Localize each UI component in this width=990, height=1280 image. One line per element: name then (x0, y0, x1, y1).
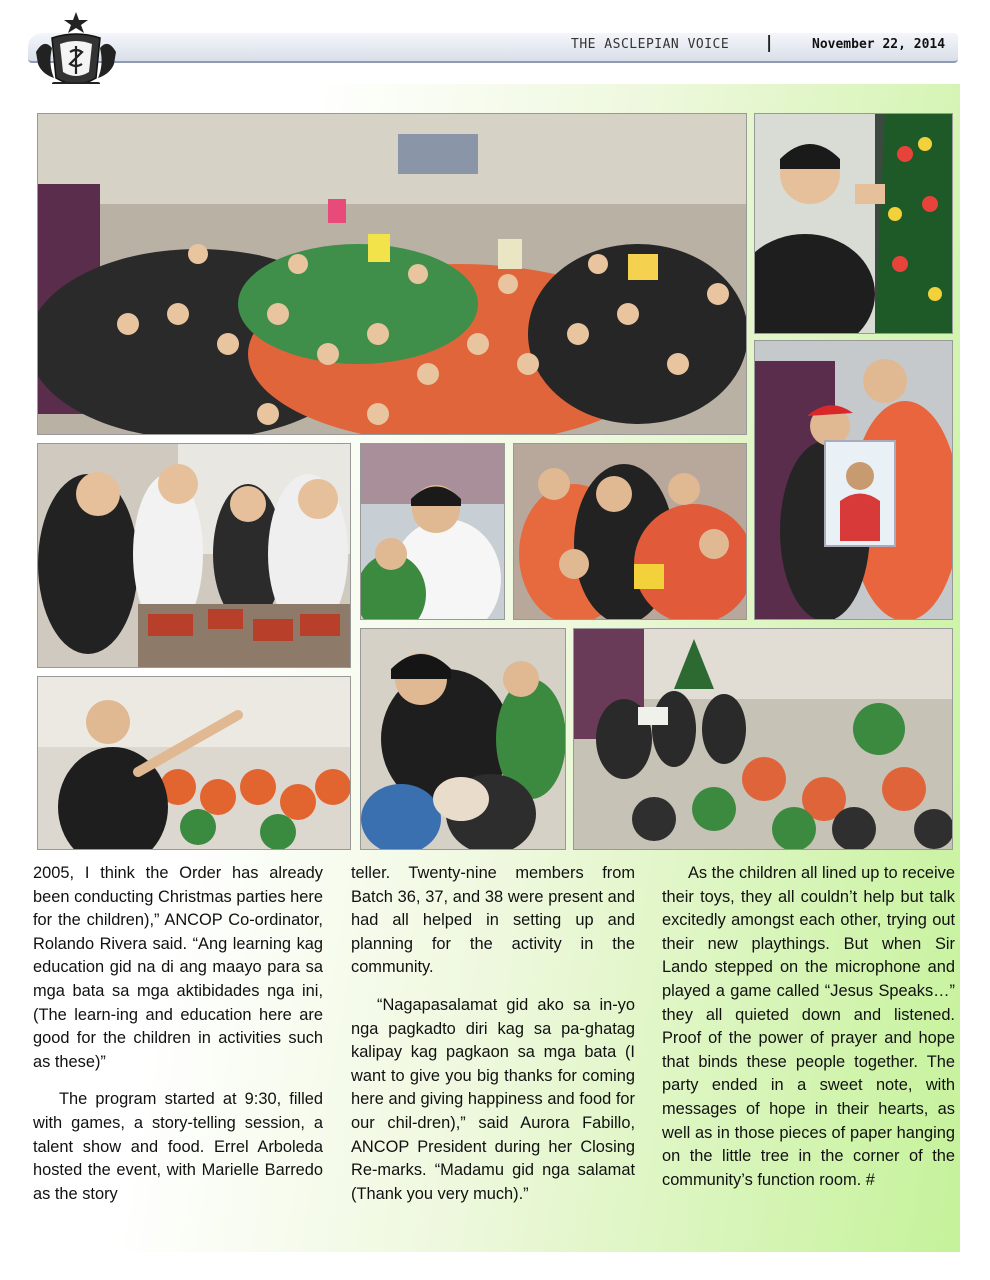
photo-handing-toys (513, 443, 747, 620)
article-paragraph: As the children all lined up to receive their toys, they all couldn’t help but talk excitedly amongst each other, trying out their new playthings. But when Sir Lando stepped on the microphone and played a game called “Jesus Speaks…” they all quieted down and listened. Proof of the power of prayer and hope that binds these people together. The party ended in a sweet note, with messages of hope in their hearts, as well as in those pieces of paper hanging on the little tree in the corner of the community’s function room. # (662, 864, 955, 1189)
article-column-2 (351, 862, 635, 1206)
photo-christmas-tree (754, 113, 953, 334)
photo-group-toys (37, 113, 747, 435)
article-column-1 (33, 862, 323, 1206)
photo-volunteer-smiling (360, 443, 505, 620)
photo-host-leading-games (37, 676, 351, 850)
photo-story-telling (573, 628, 953, 850)
header-separator: | (764, 33, 775, 53)
article-paragraph: 2005, I think the Order has already been conducting Christmas parties here for the children),” ANCOP Co-ordinator, Rolando Rivera said. “Ang learning kag education gid na di ang maayo para sa mga bata sa mga aktibidades nga ini, (The learn-ing and education here are good for the children in activities such as these)” (33, 864, 323, 1071)
article-paragraph: teller. Twenty-nine members from Batch 36, 37, and 38 were present and had all helped in setting up and planning for the activity in the community. (351, 864, 635, 977)
article-paragraph: “Nagapasalamat gid ako sa in-yo nga pagkadto diri kag sa pa-ghatag kalipay kag pagkaon sa mga bata (I want to give you big thanks for coming here and giving happiness and food for our chil-dren),” said Aurora Fabillo, ANCOP President during her Closing Re-marks. “Madamu gid nga salamat (Thank you very much).” (351, 995, 635, 1203)
photo-santa-hat-jesus-picture (754, 340, 953, 620)
article-paragraph: The program started at 9:30, filled with games, a story-telling session, a talent show and food. Errel Arboleda hosted the event, with Marielle Barredo as the story (33, 1090, 323, 1203)
issue-date: November 22, 2014 (812, 37, 946, 52)
photo-serving-food (37, 443, 351, 668)
publication-name: THE ASCLEPIAN VOICE (571, 37, 730, 52)
photo-kneeling-with-children (360, 628, 566, 850)
article-column-3 (662, 862, 955, 1192)
